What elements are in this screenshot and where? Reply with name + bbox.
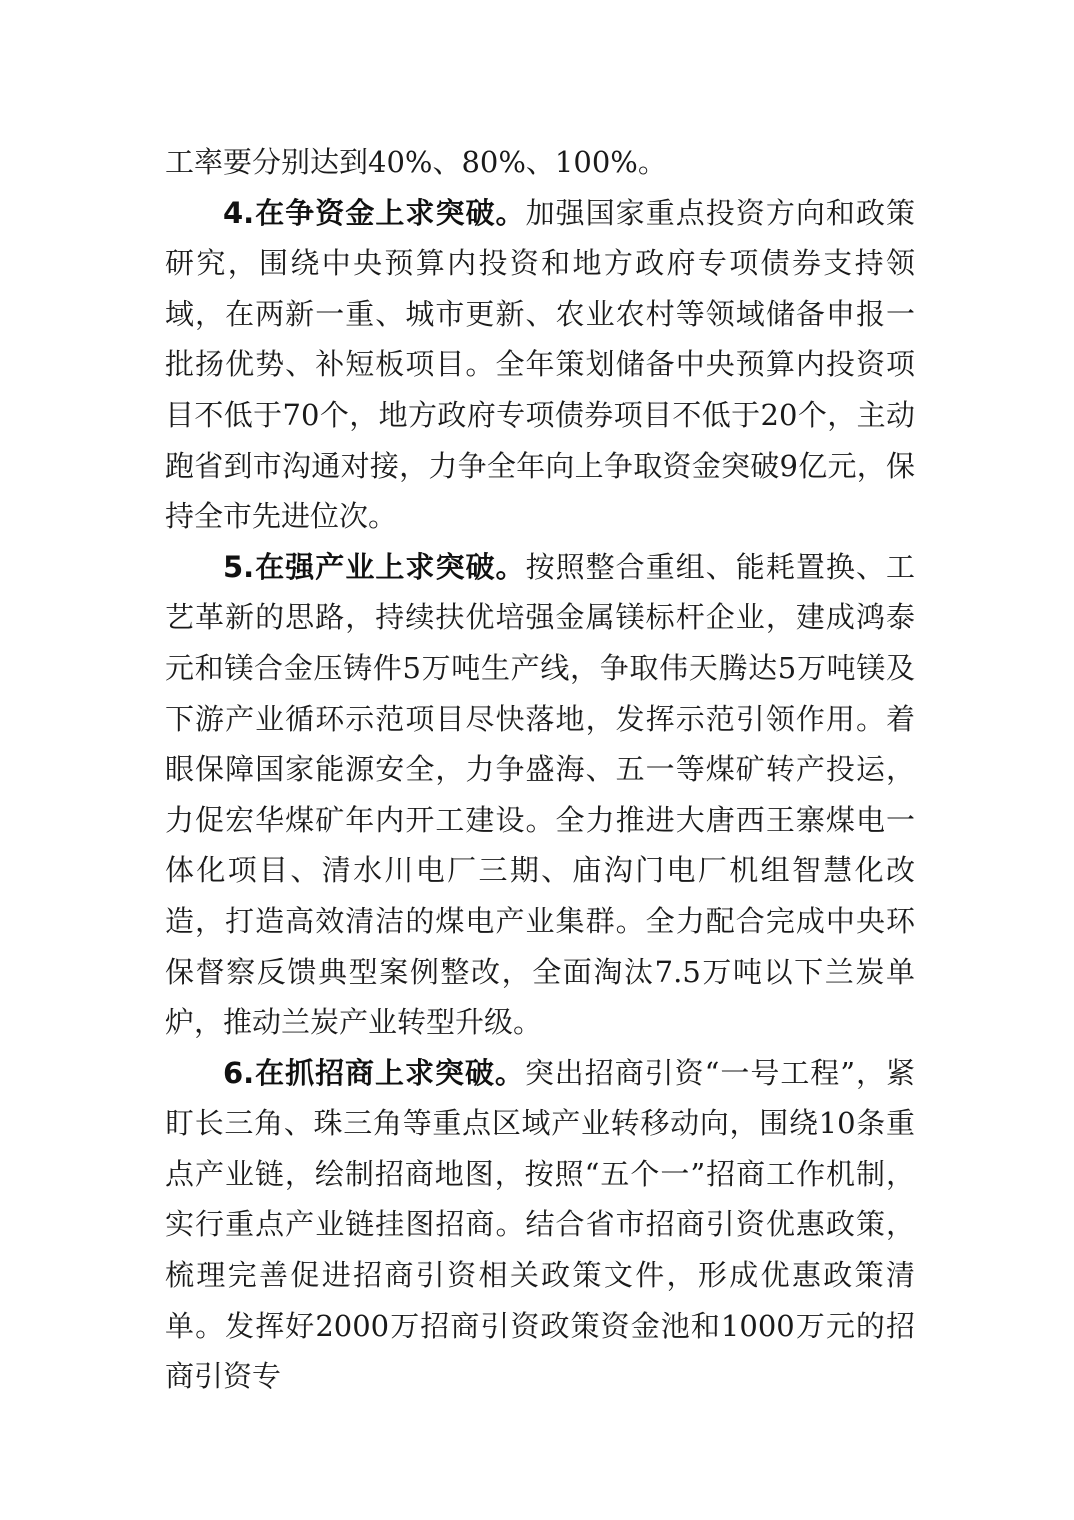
paragraph-funding [165,188,915,542]
document-body [165,137,915,1402]
paragraph-body: 加强国家重点投资方向和政策研究，围绕中央预算内投资和地方政府专项债券支持领域，在两新一重、城市更新、农业农村等领域储备申报一批扬优势、补短板项目。全年策划储备中央预算内投资项目不低于70个，地方政府专项债券项目不低于20个，主动跑省到市沟通对接，力争全年向上争取资金突破9亿元，保持全市先进位次。 [165,195,915,534]
paragraph-body: 突出招商引资“一号工程”，紧盯长三角、珠三角等重点区域产业转移动向，围绕10条重点产业链，绘制招商地图，按照“五个一”招商工作机制，实行重点产业链挂图招商。结合省市招商引资优惠政策，梳理完善促进招商引资相关政策文件，形成优惠政策清单。发挥好2000万招商引资政策资金池和1000万元的招商引资专 [165,1055,915,1394]
paragraph-body: 按照整合重组、能耗置换、工艺革新的思路，持续扶优培强金属镁标杆企业，建成鸿泰元和镁合金压铸件5万吨生产线，争取伟天腾达5万吨镁及下游产业循环示范项目尽快落地，发挥示范引领作用。着眼保障国家能源安全，力争盛海、五一等煤矿转产投运，力促宏华煤矿年内开工建设。全力推进大唐西王寨煤电一体化项目、清水川电厂三期、庙沟门电厂机组智慧化改造，打造高效清洁的煤电产业集群。全力配合完成中央环保督察反馈典型案例整改，全面淘汰7.5万吨以下兰炭单炉，推动兰炭产业转型升级。 [165,549,915,1040]
paragraph-heading: 4.在争资金上求突破。 [223,195,526,230]
paragraph-industry [165,542,915,1048]
paragraph-heading: 6.在抓招商上求突破。 [223,1055,525,1090]
paragraph-heading: 5.在强产业上求突破。 [223,549,526,584]
paragraph-continuation [165,137,915,188]
paragraph-body: 工率要分别达到40%、80%、100%。 [165,145,667,179]
paragraph-investment [165,1048,915,1402]
